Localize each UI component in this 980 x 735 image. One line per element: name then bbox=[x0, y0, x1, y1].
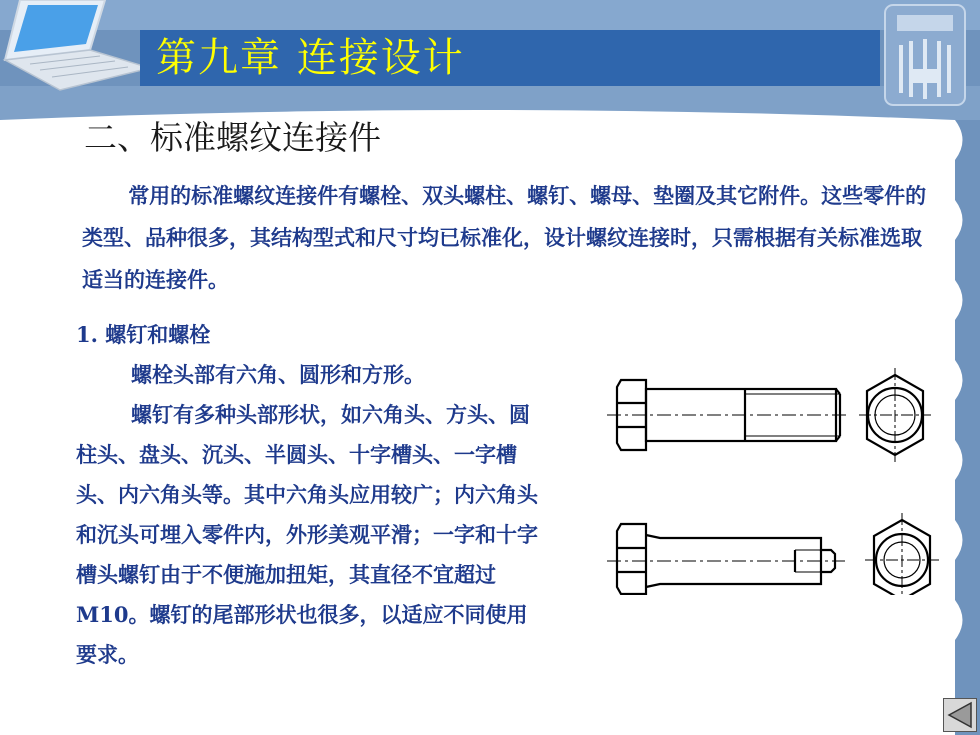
university-logo bbox=[885, 5, 965, 105]
hex-head-end-view bbox=[865, 513, 939, 595]
triangle-left-icon bbox=[944, 699, 976, 731]
hex-head-end-view bbox=[859, 368, 931, 462]
bolts-and-screws-section bbox=[76, 315, 546, 675]
section-heading: 二、标准螺纹连接件 bbox=[84, 118, 381, 157]
chapter-title: 第九章 连接设计 bbox=[156, 35, 465, 81]
hex-bolt-side-view bbox=[607, 380, 850, 450]
intro-paragraph bbox=[82, 175, 932, 301]
bolt-drawings bbox=[595, 358, 955, 595]
bolt-heads-text: 螺栓头部有六角、圆形和方形。 bbox=[131, 362, 425, 387]
intro-text: 常用的标准螺纹连接件有螺栓、双头螺柱、螺钉、螺母、垫圈及其它附件。这些零件的类型、品种很多，其结构型式和尺寸均已标准化，设计螺纹连接时，只需根据有关标准选取适当的连接件。 bbox=[82, 183, 927, 292]
screw-heads-text: 螺钉有多种头部形状，如六角头、方头、圆柱头、盘头、沉头、半圆头、十字槽头、一字槽头、内六角头等。其中六角头应用较广；内六角头和沉头可埋入零件内，外形美观平滑；一字和十字槽头螺钉由于不便施加扭矩，其直径不宜超过M10。螺钉的尾部形状也很多，以适应不同使用要求。 bbox=[76, 402, 538, 667]
reduced-shank-bolt-side-view bbox=[607, 524, 845, 594]
previous-slide-button[interactable] bbox=[943, 698, 977, 732]
item-title: 1. 螺钉和螺栓 bbox=[76, 322, 211, 347]
